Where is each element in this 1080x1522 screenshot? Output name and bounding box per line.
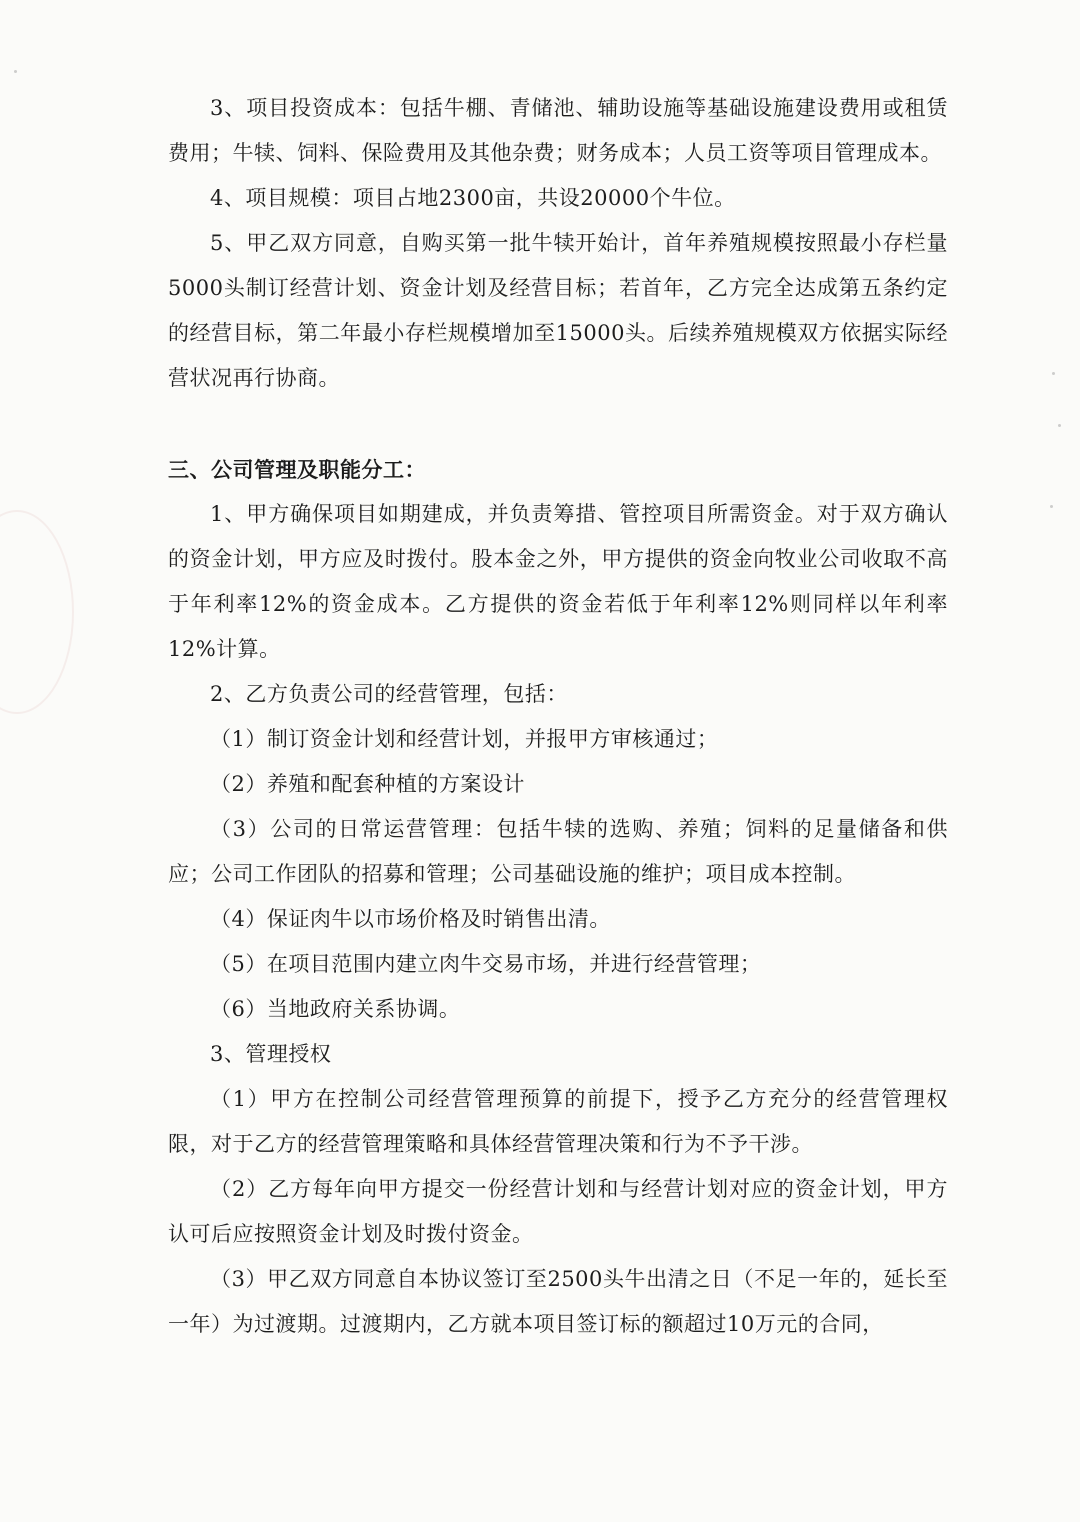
scan-speck — [1050, 505, 1053, 508]
scan-speck — [1052, 372, 1055, 375]
subclause-daily-operations: （3）公司的日常运营管理：包括牛犊的选购、养殖；饲料的足量储备和供应；公司工作团队的招募和管理；公司基础设施的维护；项目成本控制。 — [168, 817, 948, 886]
clause-party-b-management: 2、乙方负责公司的经营管理，包括： — [210, 682, 568, 706]
faded-stamp-mark — [0, 510, 74, 714]
section-heading-management: 三、公司管理及职能分工： — [168, 457, 426, 482]
paragraph-project-scale: 4、项目规模：项目占地2300亩，共设20000个牛位。 — [210, 186, 736, 210]
section-gap — [168, 401, 948, 447]
subclause-authority: （1）甲方在控制公司经营管理预算的前提下，授予乙方充分的经营管理权限，对于乙方的经营管理策略和具体经营管理决策和行为不予干涉。 — [168, 1087, 948, 1156]
subclause-design: （2）养殖和配套种植的方案设计 — [210, 772, 525, 796]
subclause-annual-plan: （2）乙方每年向甲方提交一份经营计划和与经营计划对应的资金计划，甲方认可后应按照资金计划及时拨付资金。 — [168, 1177, 948, 1246]
subclause-government-relations: （6）当地政府关系协调。 — [210, 997, 461, 1021]
subclause-planning: （1）制订资金计划和经营计划，并报甲方审核通过； — [210, 727, 719, 751]
paragraph-breeding-scale: 5、甲乙双方同意，自购买第一批牛犊开始计，首年养殖规模按照最小存栏量5000头制订经营计划、资金计划及经营目标；若首年，乙方完全达成第五条约定的经营目标，第二年最小存栏规模增加至15000头。后续养殖规模双方依据实际经营状况再行协商。 — [168, 231, 948, 390]
paragraph-investment-cost: 3、项目投资成本：包括牛棚、青储池、辅助设施等基础设施建设费用或租赁费用；牛犊、饲料、保险费用及其他杂费；财务成本；人员工资等项目管理成本。 — [168, 96, 948, 165]
clause-party-a-funding: 1、甲方确保项目如期建成，并负责筹措、管控项目所需资金。对于双方确认的资金计划，甲方应及时拨付。股本金之外，甲方提供的资金向牧业公司收取不高于年利率12%的资金成本。乙方提供的资金若低于年利率12%则同样以年利率12%计算。 — [168, 502, 948, 661]
clause-authorization: 3、管理授权 — [210, 1042, 332, 1066]
document-body — [168, 86, 948, 1347]
subclause-sales: （4）保证肉牛以市场价格及时销售出清。 — [210, 907, 611, 931]
scan-speck — [14, 70, 17, 73]
scan-speck — [1058, 424, 1061, 427]
subclause-market: （5）在项目范围内建立肉牛交易市场，并进行经营管理； — [210, 952, 762, 976]
subclause-transition-period: （3）甲乙双方同意自本协议签订至2500头牛出清之日（不足一年的，延长至一年）为过渡期。过渡期内，乙方就本项目签订标的额超过10万元的合同， — [168, 1267, 948, 1336]
